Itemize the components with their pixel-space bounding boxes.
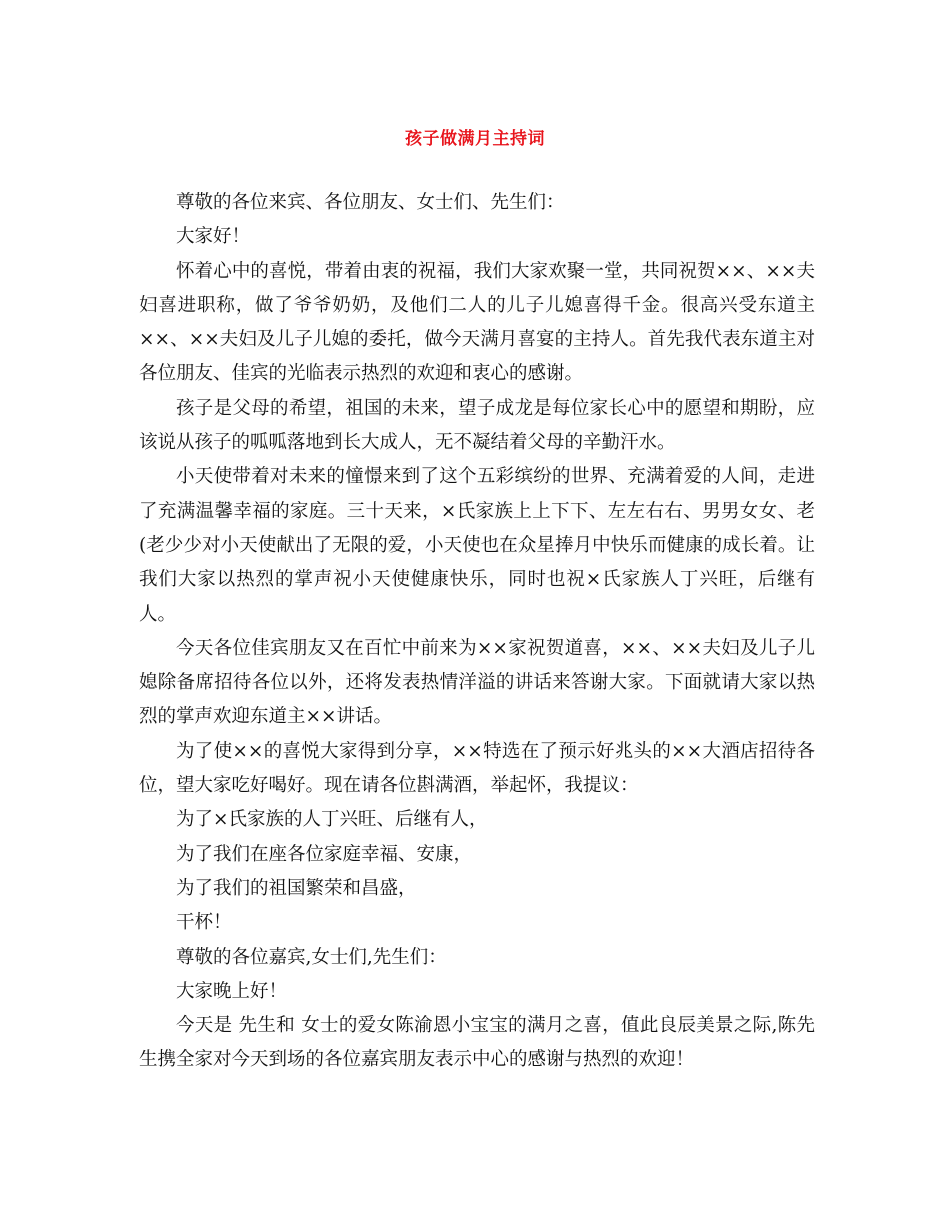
paragraph-salutation-2: 尊敬的各位嘉宾,女士们,先生们： xyxy=(176,946,447,968)
paragraph-cheers: 干杯！ xyxy=(176,912,232,934)
paragraph-toast-line-2: 为了我们在座各位家庭幸福、安康， xyxy=(176,843,473,865)
paragraph-toast-line-3: 为了我们的祖国繁荣和昌盛， xyxy=(176,877,417,899)
paragraph-greeting-2: 大家晚上好！ xyxy=(176,980,288,1002)
document-title: 孩子做满月主持词 xyxy=(405,129,545,149)
paragraph-salutation: 尊敬的各位来宾、各位朋友、女士们、先生们： xyxy=(176,192,565,213)
paragraph-children-hope: 孩子是父母的希望，祖国的未来，望子成龙是每位家长心中的愿望和期盼，应该说从孩子的呱呱落地到长大成人，无不凝结着父母的辛勤汗水。 xyxy=(139,397,815,454)
paragraph-toast-line-1: 为了×氏家族的人丁兴旺、后继有人， xyxy=(176,809,488,831)
paragraph-opening: 怀着心中的喜悦，带着由衷的祝福，我们大家欢聚一堂，共同祝贺××、××夫妇喜进职称，做了爷爷奶奶，及他们二人的儿子儿媳喜得千金。很高兴受东道主××、××夫妇及儿子儿媳的委托，做今天满月喜宴的主持人。首先我代表东道主对各位朋友、佳宾的光临表示热烈的欢迎和衷心的感谢。 xyxy=(139,260,815,385)
paragraph-toast-intro: 为了使××的喜悦大家得到分享，××特选在了预示好兆头的××大酒店招待各位，望大家吃好喝好。现在请各位斟满酒，举起怀，我提议： xyxy=(139,740,815,797)
paragraph-greeting: 大家好！ xyxy=(176,226,251,248)
paragraph-host-speech: 今天各位佳宾朋友又在百忙中前来为××家祝贺道喜，××、××夫妇及儿子儿媳除备席招待各位以外，还将发表热情洋溢的讲话来答谢大家。下面就请大家以热烈的掌声欢迎东道主××讲话。 xyxy=(139,637,815,728)
paragraph-closing: 今天是 先生和 女士的爱女陈渝恩小宝宝的满月之喜，值此良辰美景之际,陈先生携全家对今天到场的各位嘉宾朋友表示中心的感谢与热烈的欢迎！ xyxy=(139,1015,815,1071)
paragraph-little-angel: 小天使带着对未来的憧憬来到了这个五彩缤纷的世界、充满着爱的人间，走进了充满温馨幸福的家庭。三十天来，×氏家族上上下下、左左右右、男男女女、老(老少少对小天使献出了无限的爱，小天使也在众星捧月中快乐而健康的成长着。让我们大家以热烈的掌声祝小天使健康快乐，同时也祝×氏家族人丁兴旺，后继有人。 xyxy=(139,466,815,625)
document-body xyxy=(139,186,815,1078)
